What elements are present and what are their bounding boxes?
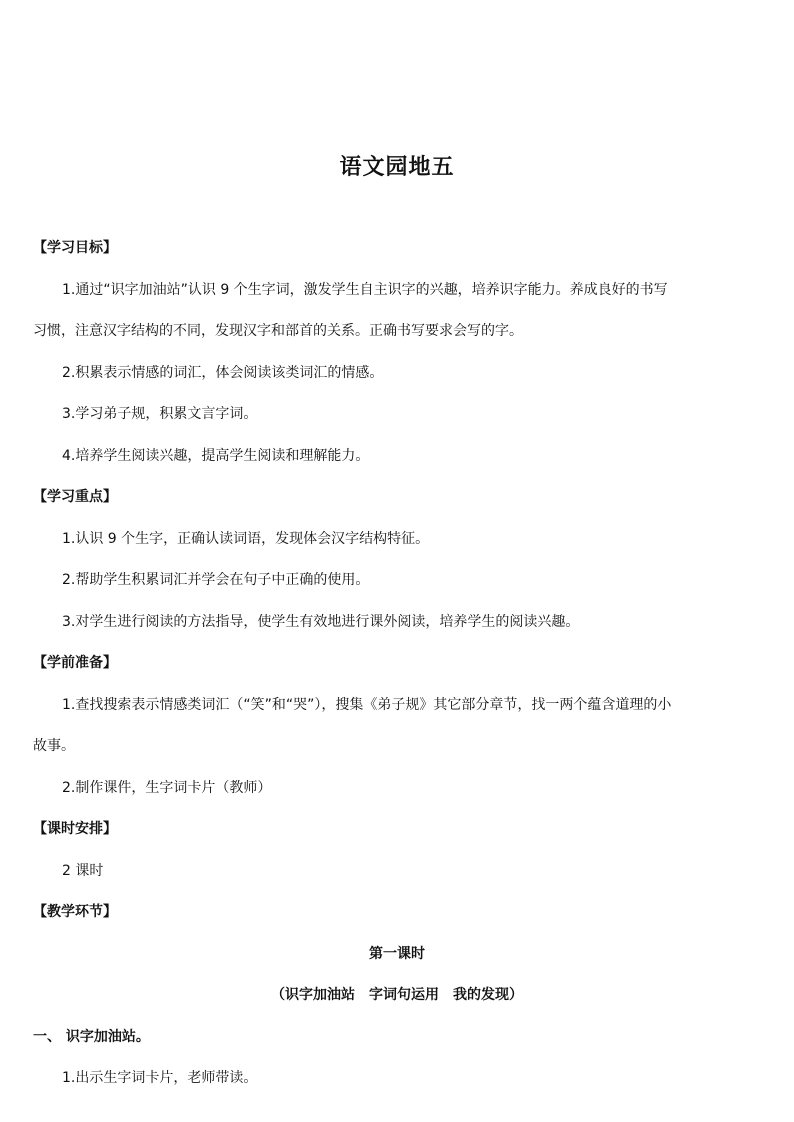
preparation-1-line-1: 1.查找搜索表示情感类词汇（“笑”和“哭”），搜集《弟子规》其它部分章节，找一两个蕴含道理的小 bbox=[62, 697, 672, 713]
preparation-1-line-2: 故事。 bbox=[33, 738, 75, 754]
preparation-heading: 【学前准备】 bbox=[33, 655, 117, 671]
schedule-value: 2 课时 bbox=[62, 863, 104, 879]
section-1-heading: 一、 识字加油站。 bbox=[33, 1029, 150, 1045]
objective-3: 3.学习弟子规，积累文言字词。 bbox=[62, 406, 258, 422]
objective-4: 4.培养学生阅读兴趣，提高学生阅读和理解能力。 bbox=[62, 448, 370, 464]
section-1-item-1: 1.出示生字词卡片，老师带读。 bbox=[62, 1070, 258, 1086]
objectives-heading: 【学习目标】 bbox=[33, 240, 117, 256]
document-title: 语文园地五 bbox=[339, 155, 455, 180]
lesson-title: 第一课时 bbox=[369, 946, 425, 962]
schedule-heading: 【课时安排】 bbox=[33, 821, 117, 837]
key-point-1: 1.认识 9 个生字，正确认读词语，发现体会汉字结构特征。 bbox=[62, 531, 430, 547]
lesson-subtitle: （识字加油站 字词句运用 我的发现） bbox=[271, 987, 523, 1003]
steps-heading: 【教学环节】 bbox=[33, 904, 117, 920]
key-point-3: 3.对学生进行阅读的方法指导，使学生有效地进行课外阅读，培养学生的阅读兴趣。 bbox=[62, 614, 580, 630]
key-points-heading: 【学习重点】 bbox=[33, 489, 117, 505]
objective-1-line-2: 习惯，注意汉字结构的不同，发现汉字和部首的关系。正确书写要求会写的字。 bbox=[33, 323, 523, 339]
preparation-2: 2.制作课件，生字词卡片（教师） bbox=[62, 780, 272, 796]
objective-2: 2.积累表示情感的词汇，体会阅读该类词汇的情感。 bbox=[62, 365, 384, 381]
key-point-2: 2.帮助学生积累词汇并学会在句子中正确的使用。 bbox=[62, 572, 370, 588]
objective-1-line-1: 1.通过“识字加油站”认识 9 个生字词，激发学生自主识字的兴趣，培养识字能力。养成良好的书写 bbox=[62, 282, 668, 298]
